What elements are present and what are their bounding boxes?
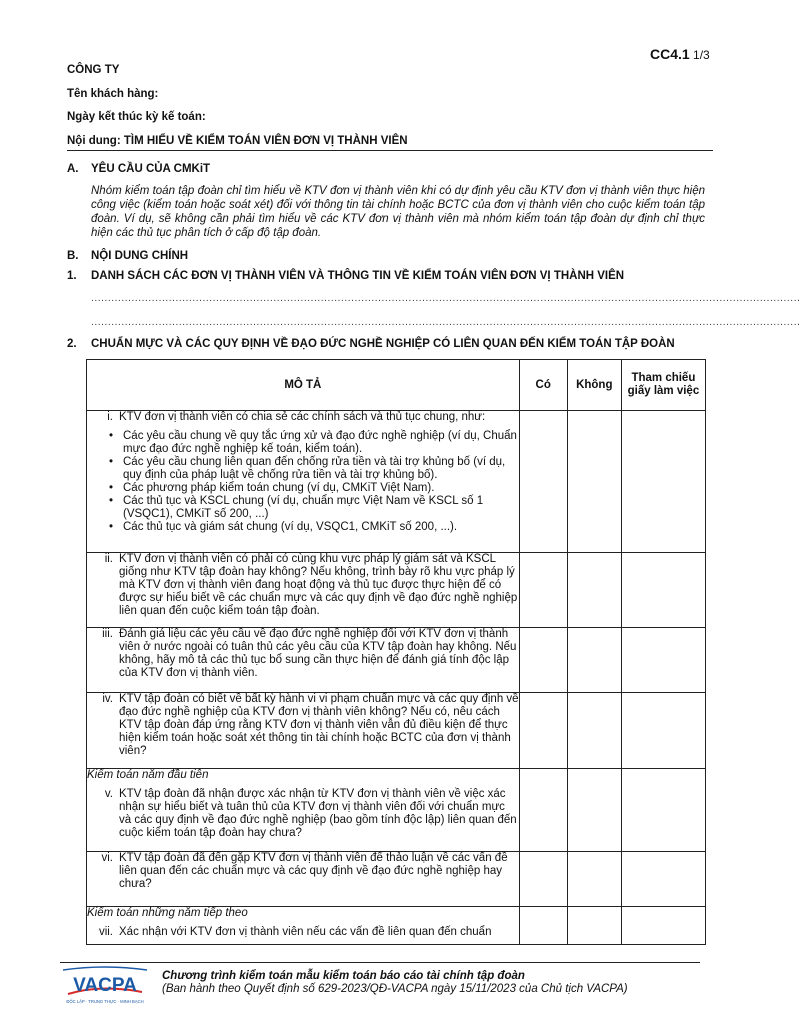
header-no: Không <box>567 360 621 411</box>
table-row <box>87 852 706 907</box>
question-text: KTV tập đoàn đã đến gặp KTV đơn vị thành viên để thảo luận về các vấn đề liên quan đến các chuẩn mực và các quy định về đạo đức nghề nghiệp hay chưa? <box>119 852 508 890</box>
answer-no-cell[interactable] <box>567 907 621 945</box>
logo-tagline: ĐỘC LẬP · TRUNG THỰC · MINH BẠCH <box>66 999 144 1004</box>
answer-yes-cell[interactable] <box>519 852 567 907</box>
fill-line-2[interactable]: .................................................................................................................................................................................................................. <box>91 317 800 328</box>
question-number: iii. <box>102 628 113 640</box>
footer-decision-note: (Ban hành theo Quyết định số 629-2023/QĐ-VACPA ngày 15/11/2023 của Chủ tịch VACPA) <box>162 983 628 995</box>
reference-cell[interactable] <box>621 411 705 553</box>
question-text: KTV tập đoàn đã nhận được xác nhận từ KTV đơn vị thành viên về việc xác nhận sự hiểu biết và tuân thủ của KTV đơn vị thành viên đối với chuẩn mực và các quy định về đạo đức nghề nghiệp (bao gồm tính độc lập) liên quan đến cuộc kiểm toán tập đoàn hay chưa? <box>119 788 517 839</box>
section-b-number: B. <box>67 250 79 262</box>
section-a-text: Nhóm kiểm toán tập đoàn chỉ tìm hiểu về KTV đơn vị thành viên khi có dự định yêu cầu KTV đơn vị thành viên thực hiện công việc (kiểm toán hoặc soát xét) đối với thông tin tài chính hoặc BCTC của đơn vị thành viên cho cuộc kiểm toán tập đoàn. Ví dụ, sẽ không cần phải tìm hiểu về các KTV đơn vị thành viên mà nhóm kiểm toán tập đoàn dự định chỉ thực hiện các thủ tục phân tích ở cấp độ tập đoàn. <box>91 185 705 239</box>
question-text: KTV đơn vị thành viên có chia sẻ các chính sách và thủ tục chung, như: <box>119 411 486 423</box>
list-item <box>109 521 519 534</box>
table-row <box>87 769 706 852</box>
question-cell <box>87 907 520 945</box>
table-header-row <box>87 360 706 411</box>
answer-no-cell[interactable] <box>567 553 621 628</box>
footer-divider <box>60 962 700 963</box>
subsection-first-year: Kiểm toán năm đầu tiên <box>87 769 209 781</box>
question-cell <box>87 553 520 628</box>
bullet-list <box>109 430 519 534</box>
question-number: ii. <box>104 553 113 565</box>
answer-yes-cell[interactable] <box>519 907 567 945</box>
question-cell <box>87 852 520 907</box>
header-divider <box>67 150 713 151</box>
reference-cell[interactable] <box>621 769 705 852</box>
question-text: KTV đơn vị thành viên có phải có cùng khu vực pháp lý giám sát và KSCL giống như KTV tập đoàn hay không? Nếu không, trình bày rõ khu vực pháp lý mà KTV đơn vị thành viên đang hoạt động và thủ tục được thực hiện để có được sự hiểu biết về các chuẩn mực và các quy định về đạo đức nghề nghiệp liên quan đến cuộc kiểm toán tập đoàn. <box>119 553 518 617</box>
bullet-icon: • <box>109 456 114 468</box>
section-b-title: NỘI DUNG CHÍNH <box>91 250 189 262</box>
item-2-number: 2. <box>67 338 77 350</box>
item-2-title: CHUẨN MỰC VÀ CÁC QUY ĐỊNH VỀ ĐẠO ĐỨC NGHỀ NGHIỆP CÓ LIÊN QUAN ĐẾN KIỂM TOÁN TẬP ĐOÀN <box>91 338 675 350</box>
bullet-icon: • <box>109 482 114 494</box>
list-item <box>109 456 519 482</box>
footer-text <box>162 970 628 996</box>
answer-yes-cell[interactable] <box>519 411 567 553</box>
table-row <box>87 907 706 945</box>
fill-line-1[interactable]: .................................................................................................................................................................................................................. <box>91 293 800 304</box>
vacpa-logo-icon <box>60 966 150 1006</box>
page-number: 1/3 <box>693 48 710 62</box>
bullet-text: Các thủ tục và giám sát chung (ví dụ, VSQC1, CMKiT số 200, ...). <box>123 521 458 533</box>
logo-wordmark: VACPA <box>73 975 137 996</box>
answer-yes-cell[interactable] <box>519 693 567 769</box>
question-number: v. <box>104 788 113 800</box>
answer-yes-cell[interactable] <box>519 553 567 628</box>
bullet-text: Các thủ tục và KSCL chung (ví dụ, chuẩn mực Việt Nam về KSCL số 1 (VSQC1), CMKiT số 200, ...) <box>123 495 484 520</box>
answer-no-cell[interactable] <box>567 693 621 769</box>
question-cell <box>87 628 520 693</box>
question-number: iv. <box>102 693 113 705</box>
section-a-number: A. <box>67 163 79 175</box>
client-label: Tên khách hàng: <box>67 88 159 100</box>
answer-no-cell[interactable] <box>567 769 621 852</box>
document-code <box>650 46 710 62</box>
bullet-icon: • <box>109 521 114 533</box>
section-a-heading <box>67 163 210 175</box>
list-item <box>109 495 519 521</box>
item-1-heading <box>67 270 624 282</box>
reference-cell[interactable] <box>621 852 705 907</box>
item-1-title: DANH SÁCH CÁC ĐƠN VỊ THÀNH VIÊN VÀ THÔNG TIN VỀ KIỂM TOÁN VIÊN ĐƠN VỊ THÀNH VIÊN <box>91 270 625 282</box>
answer-yes-cell[interactable] <box>519 628 567 693</box>
table-row <box>87 628 706 693</box>
bullet-icon: • <box>109 495 114 507</box>
header-working-paper-ref: Tham chiếu giấy làm việc <box>621 360 705 411</box>
footer-program-title: Chương trình kiểm toán mẫu kiểm toán báo cáo tài chính tập đoàn <box>162 970 525 982</box>
logo-arc-icon <box>63 967 147 970</box>
question-cell <box>87 411 520 553</box>
question-number: vi. <box>101 852 113 864</box>
answer-yes-cell[interactable] <box>519 769 567 852</box>
answer-no-cell[interactable] <box>567 628 621 693</box>
header-yes: Có <box>519 360 567 411</box>
company-label: CÔNG TY <box>67 64 120 76</box>
reference-cell[interactable] <box>621 907 705 945</box>
item-1-number: 1. <box>67 270 77 282</box>
question-cell <box>87 769 520 852</box>
table-row <box>87 553 706 628</box>
ethics-checklist-table <box>86 359 706 945</box>
answer-no-cell[interactable] <box>567 852 621 907</box>
reference-cell[interactable] <box>621 553 705 628</box>
bullet-text: Các phương pháp kiểm toán chung (ví dụ, CMKiT Việt Nam). <box>123 482 435 494</box>
question-number: vii. <box>98 926 113 938</box>
table-row <box>87 693 706 769</box>
answer-no-cell[interactable] <box>567 411 621 553</box>
list-item <box>109 430 519 456</box>
question-cell <box>87 693 520 769</box>
section-b-heading <box>67 250 188 262</box>
question-text: Xác nhận với KTV đơn vị thành viên nếu các vấn đề liên quan đến chuẩn <box>119 926 492 938</box>
table-row <box>87 411 706 553</box>
list-item <box>109 482 519 495</box>
bullet-icon: • <box>109 430 114 442</box>
header-description: MÔ TẢ <box>87 360 520 411</box>
question-text: KTV tập đoàn có biết về bất kỳ hành vi vi phạm chuẩn mực và các quy định về đạo đức nghề nghiệp của KTV đơn vị thành viên không? Nếu có, nêu cách KTV tập đoàn đáp ứng rằng KTV đơn vị thành viên vẫn đủ điều kiện để thực hiện kiểm toán hoặc soát xét thông tin tài chính hoặc BCTC của đơn vị thành viên? <box>119 693 519 757</box>
subsection-later-years: Kiểm toán những năm tiếp theo <box>87 907 248 919</box>
reference-cell[interactable] <box>621 628 705 693</box>
item-2-heading <box>67 338 675 350</box>
vacpa-logo <box>60 966 150 1006</box>
section-a-title: YÊU CẦU CỦA CMKiT <box>91 163 211 175</box>
document-code-id: CC4.1 <box>650 46 690 62</box>
period-end-label: Ngày kết thúc kỳ kế toán: <box>67 111 206 123</box>
reference-cell[interactable] <box>621 693 705 769</box>
bullet-text: Các yêu cầu chung liên quan đến chống rửa tiền và tài trợ khủng bố (ví dụ, quy định của pháp luật về chống rửa tiền và tài trợ khủng bố). <box>123 456 506 481</box>
bullet-text: Các yêu cầu chung về quy tắc ứng xử và đạo đức nghề nghiệp (ví dụ, Chuẩn mực đạo đức nghề nghiệp kế toán, kiểm toán). <box>123 430 517 455</box>
question-text: Đánh giá liệu các yêu cầu về đạo đức nghề nghiệp đối với KTV đơn vị thành viên ở nước ngoài có tuân thủ các yêu cầu của KTV tập đoàn hay không. Nếu không, hãy mô tả các thủ tục bổ sung cần thực hiện để đánh giá tính độc lập của KTV đơn vị thành viên. <box>119 628 517 679</box>
question-number: i. <box>107 411 113 423</box>
content-title: Nội dung: TÌM HIỂU VỀ KIỂM TOÁN VIÊN ĐƠN VỊ THÀNH VIÊN <box>67 135 408 147</box>
